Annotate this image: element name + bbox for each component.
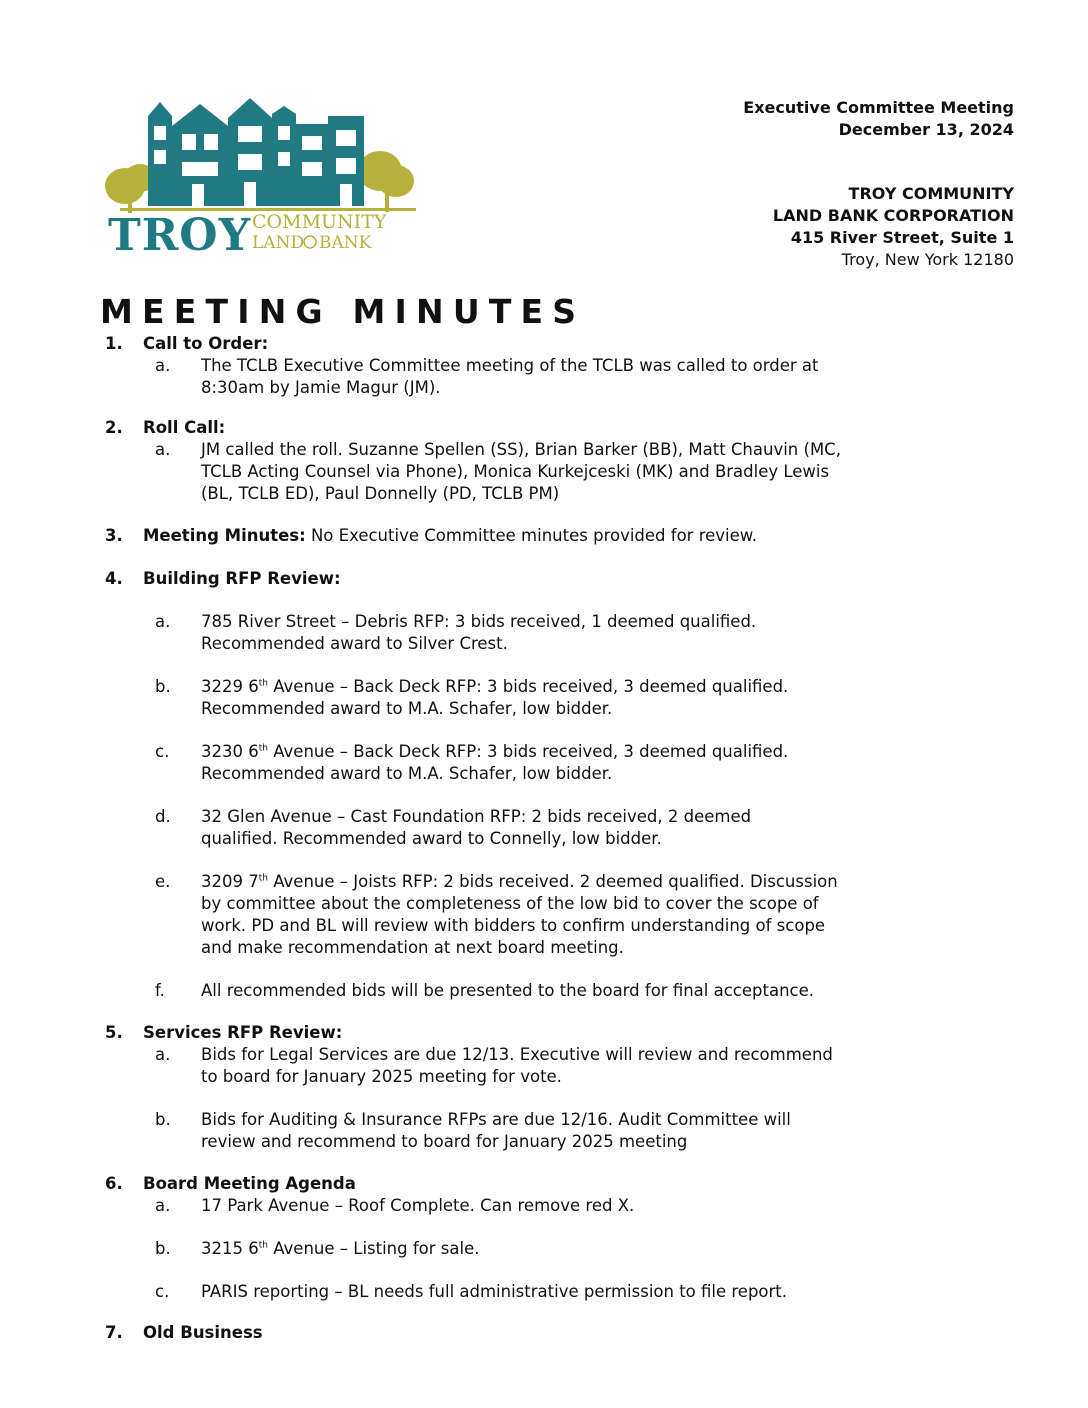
item-line-post: Avenue – Listing for sale. xyxy=(267,1239,480,1258)
meeting-date: December 13, 2024 xyxy=(838,120,1014,139)
list-item xyxy=(0,676,1088,720)
item-line: 785 River Street – Debris RFP: 3 bids received, 1 deemed qualified. xyxy=(201,612,757,631)
item-line-pre: 3229 6 xyxy=(201,677,259,696)
item-line: PARIS reporting – BL needs full administrative permission to file report. xyxy=(201,1282,788,1301)
item-letter: b. xyxy=(155,677,171,696)
item-text xyxy=(201,980,861,1002)
item-line: The TCLB Executive Committee meeting of the TCLB was called to order at xyxy=(201,356,819,375)
list-item xyxy=(0,871,1088,959)
logo-graphic xyxy=(100,96,430,256)
list-item xyxy=(0,355,1088,399)
item-letter: a. xyxy=(155,440,171,459)
section-inline-text: No Executive Committee minutes provided for review. xyxy=(305,526,758,545)
item-text xyxy=(201,1109,861,1153)
spacer xyxy=(0,1088,1088,1109)
item-line: Recommended award to M.A. Schafer, low bidder. xyxy=(201,764,613,783)
list-item xyxy=(0,1195,1088,1217)
item-text xyxy=(201,741,861,785)
item-text xyxy=(201,439,861,505)
logo-bank-text: BANK xyxy=(319,233,372,253)
item-line: Bids for Auditing & Insurance RFPs are due 12/16. Audit Committee will xyxy=(201,1110,791,1129)
section-heading: Services RFP Review: xyxy=(143,1023,343,1042)
list-item xyxy=(0,1109,1088,1153)
org-line1: TROY COMMUNITY xyxy=(848,184,1014,203)
item-line: qualified. Recommended award to Connelly, low bidder. xyxy=(201,829,662,848)
item-text xyxy=(201,1238,861,1260)
section-3 xyxy=(0,525,1088,547)
troy-land-bank-logo xyxy=(100,96,430,256)
item-text xyxy=(201,676,861,720)
list-item xyxy=(0,611,1088,655)
section-heading-line xyxy=(143,525,1088,547)
item-line: 17 Park Avenue – Roof Complete. Can remove red X. xyxy=(201,1196,635,1215)
section-number: 5. xyxy=(105,1023,123,1042)
logo-troy-text: TROY xyxy=(108,210,252,256)
item-letter: a. xyxy=(155,612,171,631)
section-items xyxy=(0,1195,1088,1303)
item-line: work. PD and BL will review with bidders to confirm understanding of scope xyxy=(201,916,826,935)
list-item xyxy=(0,439,1088,505)
section-heading-line xyxy=(143,1022,1088,1044)
item-letter: e. xyxy=(155,872,171,891)
item-line: All recommended bids will be presented to the board for final acceptance. xyxy=(201,981,814,1000)
section-heading: Building RFP Review: xyxy=(143,569,341,588)
section-items xyxy=(0,1044,1088,1153)
address-line2: Troy, New York 12180 xyxy=(841,250,1014,269)
section-2 xyxy=(0,417,1088,505)
item-line: Bids for Legal Services are due 12/13. Executive will review and recommend xyxy=(201,1045,833,1064)
spacer xyxy=(0,785,1088,806)
item-text xyxy=(201,871,861,959)
item-line: JM called the roll. Suzanne Spellen (SS), Brian Barker (BB), Matt Chauvin (MC, xyxy=(201,440,841,459)
item-line: by committee about the completeness of the low bid to cover the scope of xyxy=(201,894,819,913)
item-text xyxy=(201,1281,861,1303)
list-item xyxy=(0,1044,1088,1088)
item-letter: a. xyxy=(155,1196,171,1215)
item-letter: b. xyxy=(155,1110,171,1129)
item-line: TCLB Acting Counsel via Phone), Monica Kurkejceski (MK) and Bradley Lewis xyxy=(201,462,830,481)
section-6 xyxy=(0,1173,1088,1303)
section-heading: Call to Order: xyxy=(143,334,269,353)
item-line: 32 Glen Avenue – Cast Foundation RFP: 2 bids received, 2 deemed xyxy=(201,807,752,826)
ordinal-suffix: th xyxy=(258,873,268,884)
item-text xyxy=(201,1044,861,1088)
item-letter: a. xyxy=(155,356,171,375)
meeting-info xyxy=(743,97,1014,141)
item-letter: b. xyxy=(155,1239,171,1258)
section-heading-line xyxy=(143,333,1088,355)
item-line-pre: 3209 7 xyxy=(201,872,259,891)
section-4 xyxy=(0,568,1088,1002)
section-number: 1. xyxy=(105,334,123,353)
item-line-post: Avenue – Back Deck RFP: 3 bids received, 3 deemed qualified. xyxy=(267,742,789,761)
item-letter: c. xyxy=(155,1282,170,1301)
section-heading: Meeting Minutes: xyxy=(143,526,306,545)
list-item xyxy=(0,1238,1088,1260)
list-item xyxy=(0,1281,1088,1303)
item-letter: f. xyxy=(155,981,165,1000)
spacer xyxy=(0,959,1088,980)
item-line xyxy=(201,871,861,893)
section-heading-line xyxy=(143,568,1088,590)
item-text xyxy=(201,355,861,399)
item-line xyxy=(201,1238,861,1260)
item-line: (BL, TCLB ED), Paul Donnelly (PD, TCLB PM) xyxy=(201,484,560,503)
item-line-post: Avenue – Back Deck RFP: 3 bids received, 3 deemed qualified. xyxy=(267,677,789,696)
item-line: Recommended award to M.A. Schafer, low bidder. xyxy=(201,699,613,718)
spacer xyxy=(0,850,1088,871)
section-items xyxy=(0,355,1088,399)
section-5 xyxy=(0,1022,1088,1153)
org-line2: LAND BANK CORPORATION xyxy=(772,206,1014,225)
item-line xyxy=(201,676,861,698)
section-1 xyxy=(0,333,1088,399)
list-item xyxy=(0,980,1088,1002)
item-text xyxy=(201,806,861,850)
spacer xyxy=(0,655,1088,676)
spacer xyxy=(0,590,1088,611)
item-line: Recommended award to Silver Crest. xyxy=(201,634,508,653)
section-number: 3. xyxy=(105,526,123,545)
section-heading-line xyxy=(143,417,1088,439)
list-item xyxy=(0,741,1088,785)
item-line-post: Avenue – Joists RFP: 2 bids received. 2 deemed qualified. Discussion xyxy=(267,872,838,891)
list-item xyxy=(0,806,1088,850)
spacer xyxy=(0,1217,1088,1238)
section-heading-line xyxy=(143,1173,1088,1195)
ordinal-suffix: th xyxy=(258,1240,268,1251)
section-number: 7. xyxy=(105,1323,123,1342)
section-number: 4. xyxy=(105,569,123,588)
item-letter: c. xyxy=(155,742,170,761)
item-text xyxy=(201,1195,861,1217)
spacer xyxy=(0,720,1088,741)
page-title: MEETING MINUTES xyxy=(100,292,586,331)
address-line1: 415 River Street, Suite 1 xyxy=(790,228,1014,247)
section-heading: Roll Call: xyxy=(143,418,226,437)
spacer xyxy=(0,1260,1088,1281)
ordinal-suffix: th xyxy=(258,743,268,754)
section-7 xyxy=(0,1322,1088,1344)
ordinal-suffix: th xyxy=(258,678,268,689)
section-number: 6. xyxy=(105,1174,123,1193)
meeting-type: Executive Committee Meeting xyxy=(743,98,1014,117)
section-items xyxy=(0,590,1088,1002)
item-line: and make recommendation at next board meeting. xyxy=(201,938,624,957)
section-heading-line xyxy=(143,1322,1088,1344)
section-number: 2. xyxy=(105,418,123,437)
organization-address xyxy=(773,183,1014,271)
logo-tree-icon xyxy=(304,236,316,248)
section-heading: Old Business xyxy=(143,1323,263,1342)
item-letter: a. xyxy=(155,1045,171,1064)
logo-community-text: COMMUNITY xyxy=(252,211,387,233)
item-line: to board for January 2025 meeting for vote. xyxy=(201,1067,562,1086)
item-line-pre: 3215 6 xyxy=(201,1239,259,1258)
item-letter: d. xyxy=(155,807,171,826)
section-items xyxy=(0,439,1088,505)
item-line-pre: 3230 6 xyxy=(201,742,259,761)
minutes-body xyxy=(0,333,1088,1344)
item-line: 8:30am by Jamie Magur (JM). xyxy=(201,378,441,397)
item-text xyxy=(201,611,861,655)
logo-land-text: LAND xyxy=(252,233,305,253)
section-heading: Board Meeting Agenda xyxy=(143,1174,356,1193)
item-line: review and recommend to board for January 2025 meeting xyxy=(201,1132,688,1151)
item-line xyxy=(201,741,861,763)
